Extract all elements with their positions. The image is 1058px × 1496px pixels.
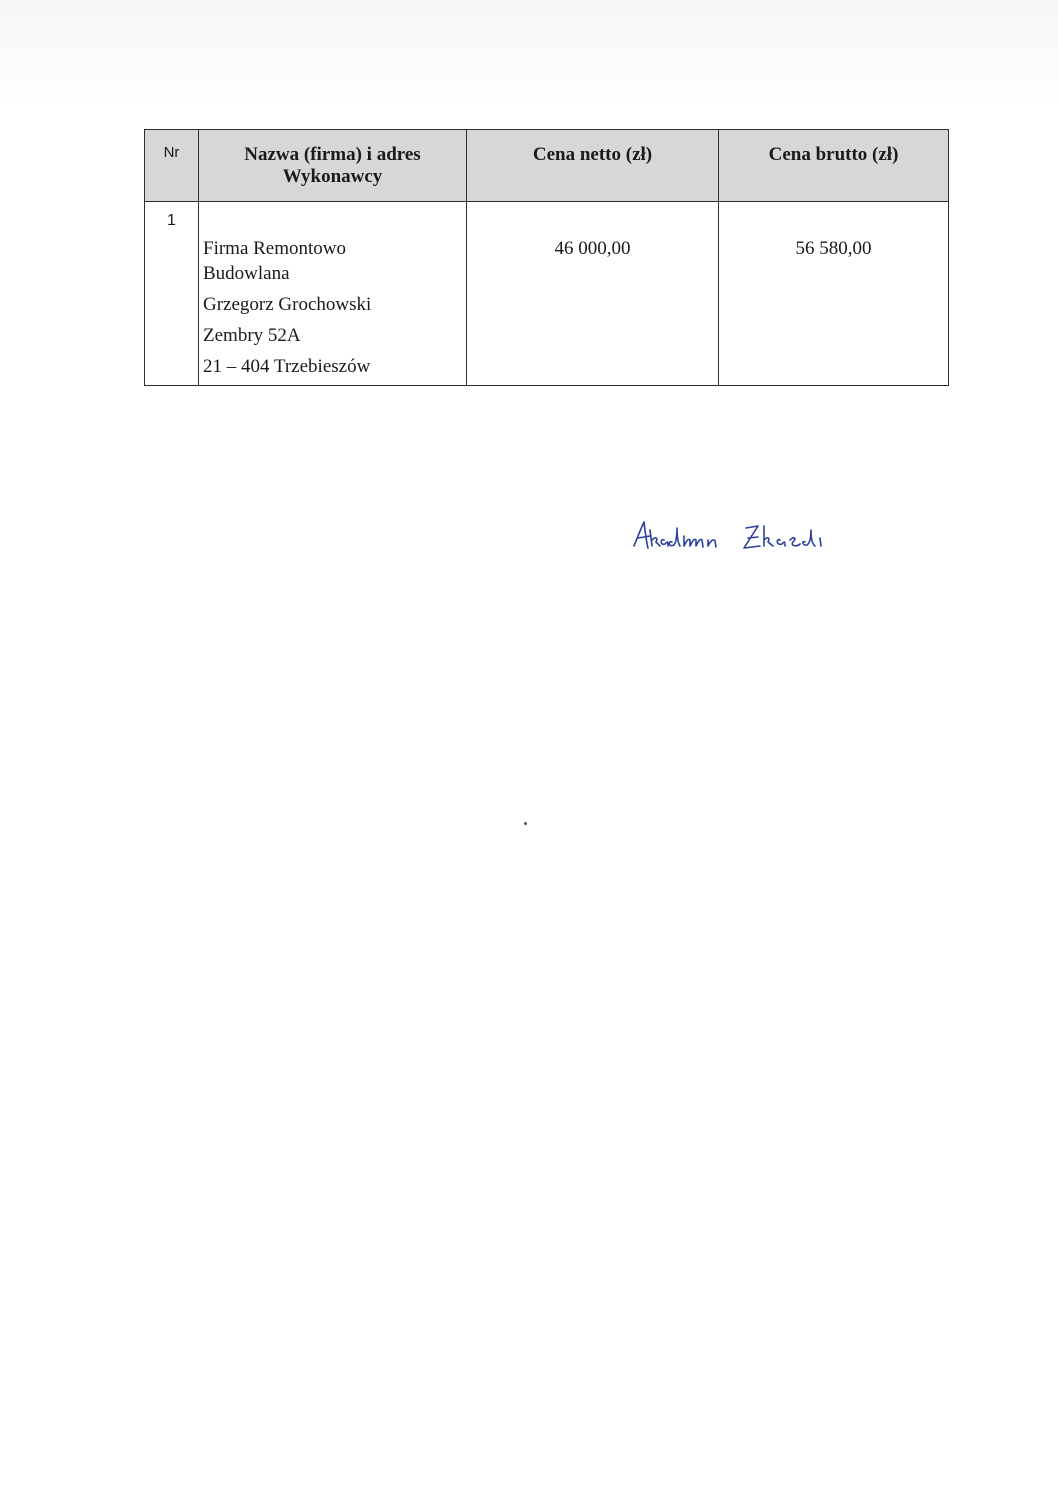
scan-speck bbox=[524, 822, 527, 825]
contractor-owner-line: Grzegorz Grochowski bbox=[203, 294, 372, 315]
contractor-street-line: Zembry 52A bbox=[203, 325, 301, 346]
row-gross-price: 56 580,00 bbox=[719, 202, 949, 386]
contractor-name-line: Firma Remontowo bbox=[203, 238, 347, 259]
header-net-price: Cena netto (zł) bbox=[467, 130, 719, 202]
contractor-name-line: Budowlana bbox=[203, 263, 290, 284]
row-contractor bbox=[199, 202, 467, 386]
header-nr: Nr bbox=[145, 130, 199, 202]
table-row bbox=[145, 202, 949, 386]
header-contractor-name: Nazwa (firma) i adres Wykonawcy bbox=[199, 130, 467, 202]
scan-shading bbox=[0, 0, 1058, 110]
row-net-price: 46 000,00 bbox=[467, 202, 719, 386]
offers-table bbox=[144, 129, 949, 386]
table-header-row bbox=[145, 130, 949, 202]
contractor-city-line: 21 – 404 Trzebieszów bbox=[203, 356, 371, 377]
row-nr: 1 bbox=[145, 202, 199, 386]
header-gross-price: Cena brutto (zł) bbox=[719, 130, 949, 202]
handwritten-signature bbox=[630, 516, 860, 566]
